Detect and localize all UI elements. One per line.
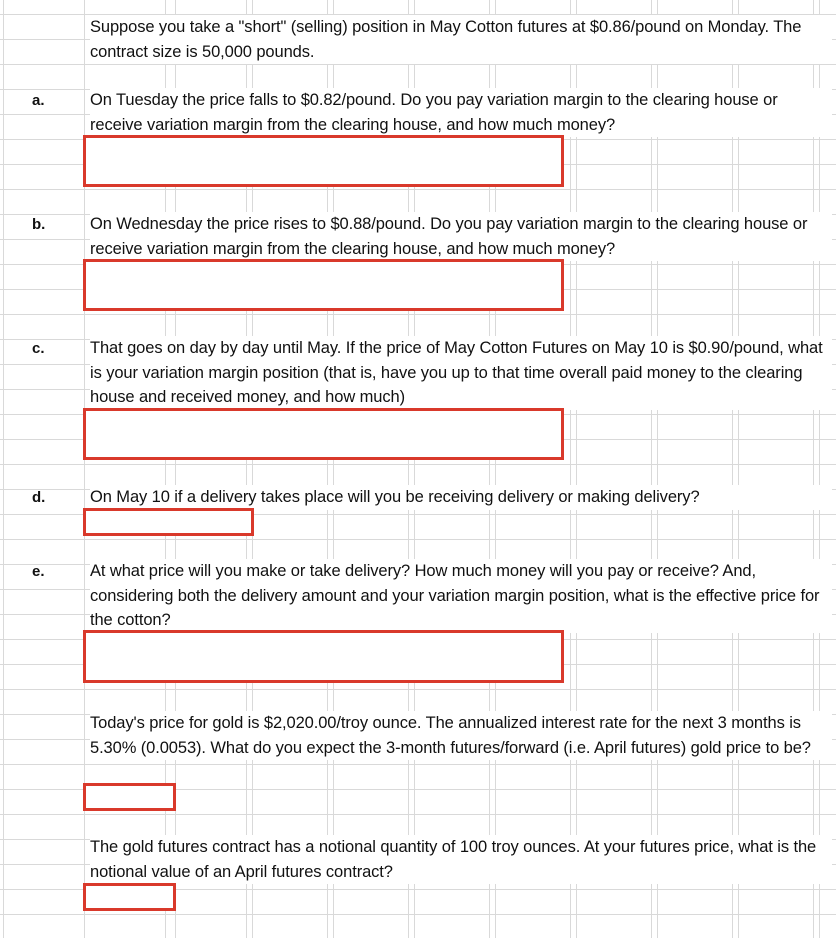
question-label-a: a. bbox=[32, 92, 45, 109]
question-text-a: On Tuesday the price falls to $0.82/pound. Do you pay variation margin to the clearing house or receive variation margin from the clearing house, and how much money? bbox=[90, 88, 832, 137]
column-divider bbox=[657, 0, 658, 938]
answer-box-a[interactable] bbox=[83, 135, 564, 187]
column-divider bbox=[738, 0, 739, 938]
answer-box-e[interactable] bbox=[83, 630, 564, 683]
answer-box-c[interactable] bbox=[83, 408, 564, 460]
question-label-d: d. bbox=[32, 489, 46, 506]
question-label-c: c. bbox=[32, 340, 45, 357]
intro-text: Suppose you take a "short" (selling) position in May Cotton futures at $0.86/pound on Monday. The contract size is 50,000 pounds. bbox=[90, 15, 832, 64]
column-divider bbox=[819, 0, 820, 938]
column-divider bbox=[576, 0, 577, 938]
answer-box-notional-value[interactable] bbox=[83, 883, 176, 911]
question-text-c: That goes on day by day until May. If the price of May Cotton Futures on May 10 is $0.90/pound, what is your variation margin position (that is, have you up to that time overall paid money to the clearing house and received money, and how much) bbox=[90, 336, 832, 410]
question-text-d: On May 10 if a delivery takes place will you be receiving delivery or making delivery? bbox=[90, 485, 832, 510]
question-label-b: b. bbox=[32, 216, 46, 233]
question-text-e: At what price will you make or take delivery? How much money will you pay or receive? And, considering both the delivery amount and your variation margin position, what is the effective price for the cotton? bbox=[90, 559, 832, 633]
notional-question-text: The gold futures contract has a notional quantity of 100 troy ounces. At your futures price, what is the notional value of an April futures contract? bbox=[90, 835, 832, 884]
answer-box-d[interactable] bbox=[83, 508, 254, 536]
answer-box-gold-price[interactable] bbox=[83, 783, 176, 811]
answer-box-b[interactable] bbox=[83, 259, 564, 311]
gold-question-text: Today's price for gold is $2,020.00/troy ounce. The annualized interest rate for the next 3 months is 5.30% (0.0053). What do you expect the 3-month futures/forward (i.e. April futures) gold price to be? bbox=[90, 711, 832, 760]
question-label-e: e. bbox=[32, 563, 45, 580]
question-text-b: On Wednesday the price rises to $0.88/pound. Do you pay variation margin to the clearing house or receive variation margin from the clearing house, and how much money? bbox=[90, 212, 832, 261]
